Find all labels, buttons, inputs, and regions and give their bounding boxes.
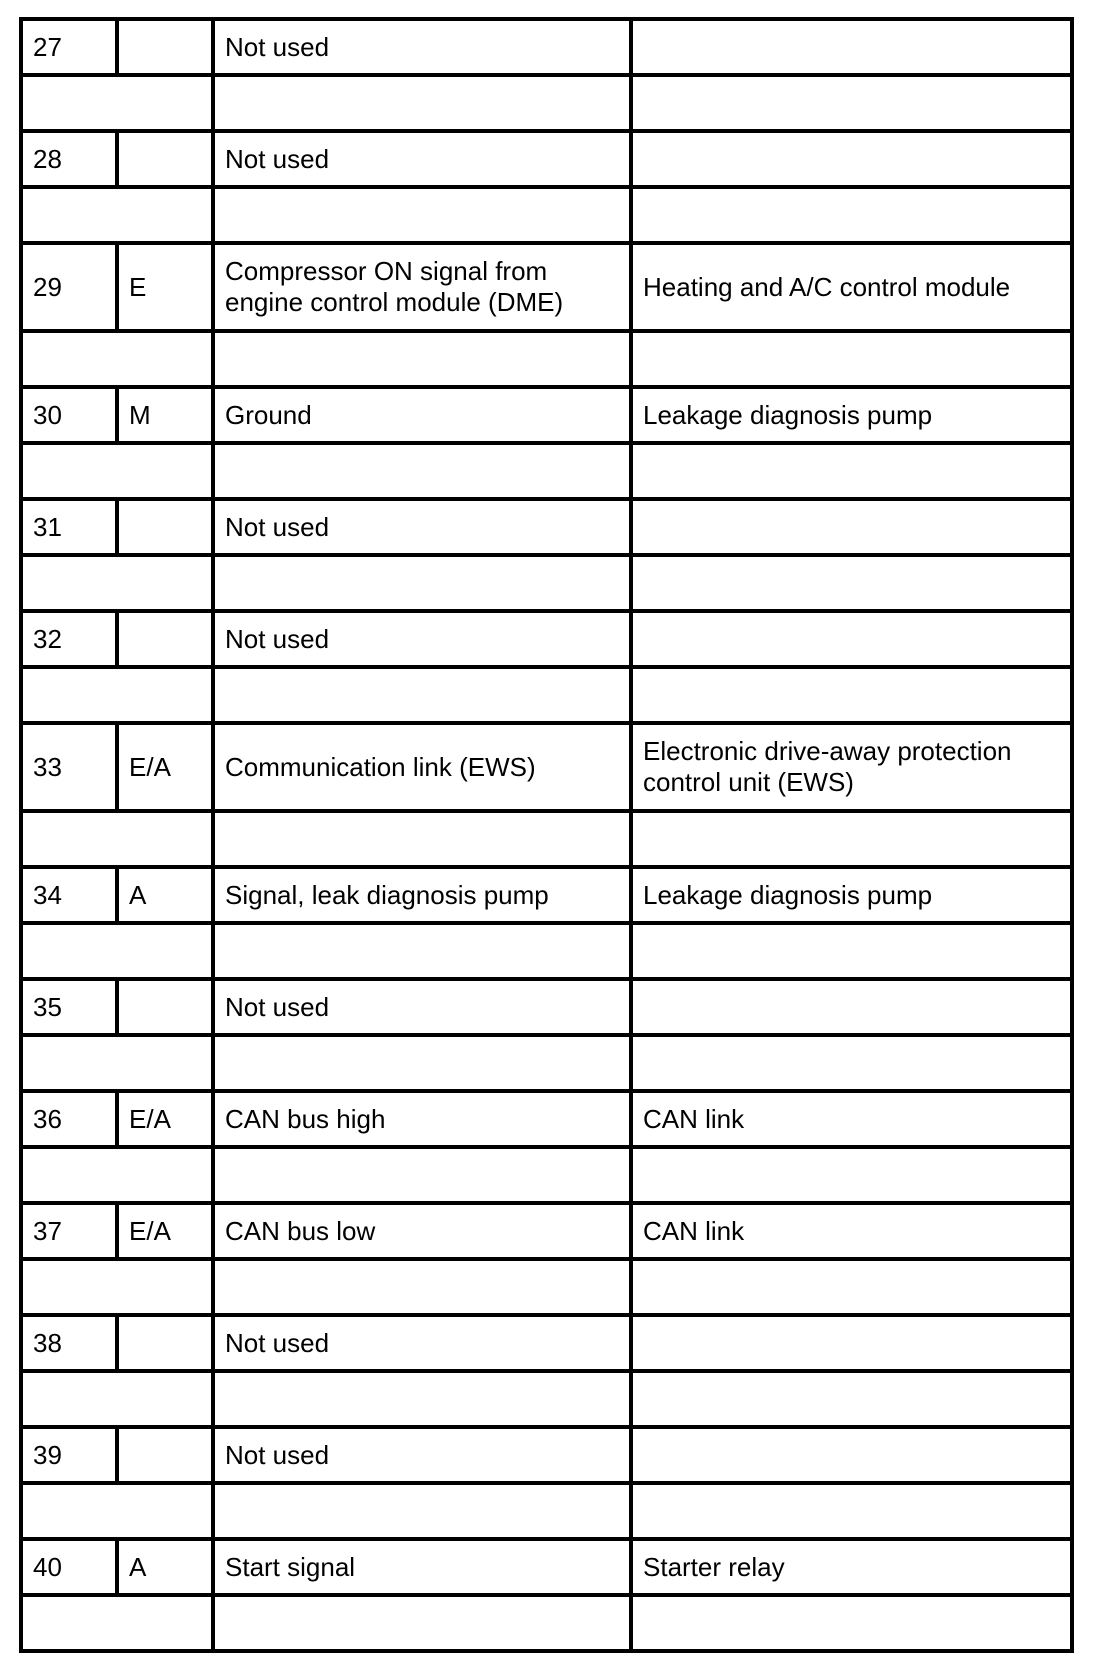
signal-type-cell	[117, 1427, 213, 1483]
table-row	[21, 387, 1072, 443]
spacer-cell-component	[631, 555, 1072, 611]
pin-number-cell: 36	[21, 1091, 117, 1147]
function-cell: CAN bus high	[213, 1091, 631, 1147]
spacer-cell-function	[213, 923, 631, 979]
spacer-cell-function	[213, 1035, 631, 1091]
table-row	[21, 1203, 1072, 1259]
pin-number-cell: 39	[21, 1427, 117, 1483]
spacer-row	[21, 1035, 1072, 1091]
pin-table-body	[21, 19, 1072, 1651]
spacer-cell-function	[213, 1595, 631, 1651]
spacer-cell-pin	[21, 331, 213, 387]
spacer-cell-component	[631, 1483, 1072, 1539]
spacer-cell-component	[631, 1259, 1072, 1315]
pin-assignment-table	[19, 17, 1074, 1653]
spacer-row	[21, 667, 1072, 723]
spacer-cell-pin	[21, 75, 213, 131]
function-cell: Start signal	[213, 1539, 631, 1595]
spacer-cell-pin	[21, 555, 213, 611]
signal-type-cell	[117, 499, 213, 555]
spacer-cell-component	[631, 187, 1072, 243]
spacer-cell-pin	[21, 667, 213, 723]
spacer-cell-function	[213, 1147, 631, 1203]
signal-type-cell: E	[117, 243, 213, 331]
pin-number-cell: 33	[21, 723, 117, 811]
spacer-cell-component	[631, 1595, 1072, 1651]
spacer-cell-pin	[21, 443, 213, 499]
signal-type-cell	[117, 1315, 213, 1371]
function-cell: Not used	[213, 499, 631, 555]
component-cell	[631, 19, 1072, 75]
table-row	[21, 1091, 1072, 1147]
spacer-cell-pin	[21, 1147, 213, 1203]
table-row	[21, 723, 1072, 811]
spacer-row	[21, 811, 1072, 867]
spacer-cell-component	[631, 75, 1072, 131]
spacer-cell-component	[631, 1371, 1072, 1427]
function-cell: Not used	[213, 131, 631, 187]
spacer-cell-pin	[21, 811, 213, 867]
spacer-cell-component	[631, 667, 1072, 723]
function-cell: Not used	[213, 611, 631, 667]
component-cell: CAN link	[631, 1203, 1072, 1259]
component-cell: Heating and A/C control module	[631, 243, 1072, 331]
spacer-row	[21, 1483, 1072, 1539]
table-row	[21, 243, 1072, 331]
pin-number-cell: 37	[21, 1203, 117, 1259]
function-cell: Ground	[213, 387, 631, 443]
spacer-cell-function	[213, 443, 631, 499]
pin-number-cell: 38	[21, 1315, 117, 1371]
spacer-cell-function	[213, 555, 631, 611]
table-row	[21, 867, 1072, 923]
signal-type-cell: M	[117, 387, 213, 443]
spacer-row	[21, 1595, 1072, 1651]
spacer-row	[21, 1259, 1072, 1315]
component-cell	[631, 131, 1072, 187]
spacer-row	[21, 555, 1072, 611]
component-cell: Leakage diagnosis pump	[631, 387, 1072, 443]
pin-number-cell: 32	[21, 611, 117, 667]
pin-number-cell: 29	[21, 243, 117, 331]
spacer-cell-pin	[21, 1259, 213, 1315]
spacer-row	[21, 187, 1072, 243]
spacer-cell-pin	[21, 1371, 213, 1427]
spacer-row	[21, 443, 1072, 499]
spacer-cell-component	[631, 811, 1072, 867]
signal-type-cell: E/A	[117, 723, 213, 811]
spacer-cell-component	[631, 331, 1072, 387]
component-cell	[631, 1315, 1072, 1371]
table-row	[21, 131, 1072, 187]
component-cell: Electronic drive-away protection control unit (EWS)	[631, 723, 1072, 811]
function-cell: Not used	[213, 1315, 631, 1371]
pin-number-cell: 28	[21, 131, 117, 187]
signal-type-cell	[117, 131, 213, 187]
spacer-row	[21, 1371, 1072, 1427]
pin-number-cell: 31	[21, 499, 117, 555]
table-row	[21, 611, 1072, 667]
signal-type-cell: A	[117, 1539, 213, 1595]
spacer-row	[21, 75, 1072, 131]
table-row	[21, 1427, 1072, 1483]
spacer-cell-function	[213, 811, 631, 867]
table-row	[21, 499, 1072, 555]
spacer-row	[21, 923, 1072, 979]
spacer-cell-pin	[21, 1483, 213, 1539]
pin-number-cell: 30	[21, 387, 117, 443]
spacer-cell-function	[213, 187, 631, 243]
function-cell: Communication link (EWS)	[213, 723, 631, 811]
signal-type-cell	[117, 19, 213, 75]
spacer-cell-pin	[21, 1035, 213, 1091]
spacer-cell-function	[213, 1483, 631, 1539]
table-row	[21, 19, 1072, 75]
component-cell: CAN link	[631, 1091, 1072, 1147]
function-cell: Not used	[213, 1427, 631, 1483]
component-cell: Starter relay	[631, 1539, 1072, 1595]
spacer-row	[21, 1147, 1072, 1203]
signal-type-cell: E/A	[117, 1091, 213, 1147]
component-cell	[631, 499, 1072, 555]
function-cell: Signal, leak diagnosis pump	[213, 867, 631, 923]
pin-number-cell: 40	[21, 1539, 117, 1595]
spacer-cell-component	[631, 443, 1072, 499]
function-cell: Not used	[213, 19, 631, 75]
function-cell: Not used	[213, 979, 631, 1035]
spacer-cell-function	[213, 1371, 631, 1427]
function-cell: Compressor ON signal from engine control module (DME)	[213, 243, 631, 331]
spacer-cell-function	[213, 1259, 631, 1315]
signal-type-cell	[117, 611, 213, 667]
signal-type-cell: A	[117, 867, 213, 923]
pin-number-cell: 27	[21, 19, 117, 75]
spacer-cell-function	[213, 331, 631, 387]
function-cell: CAN bus low	[213, 1203, 631, 1259]
spacer-cell-component	[631, 1035, 1072, 1091]
spacer-cell-pin	[21, 923, 213, 979]
spacer-row	[21, 331, 1072, 387]
spacer-cell-pin	[21, 187, 213, 243]
spacer-cell-component	[631, 923, 1072, 979]
component-cell	[631, 979, 1072, 1035]
signal-type-cell	[117, 979, 213, 1035]
spacer-cell-component	[631, 1147, 1072, 1203]
table-row	[21, 1539, 1072, 1595]
pin-number-cell: 35	[21, 979, 117, 1035]
spacer-cell-pin	[21, 1595, 213, 1651]
table-row	[21, 979, 1072, 1035]
component-cell	[631, 611, 1072, 667]
pin-number-cell: 34	[21, 867, 117, 923]
signal-type-cell: E/A	[117, 1203, 213, 1259]
spacer-cell-function	[213, 667, 631, 723]
component-cell	[631, 1427, 1072, 1483]
spacer-cell-function	[213, 75, 631, 131]
component-cell: Leakage diagnosis pump	[631, 867, 1072, 923]
table-row	[21, 1315, 1072, 1371]
